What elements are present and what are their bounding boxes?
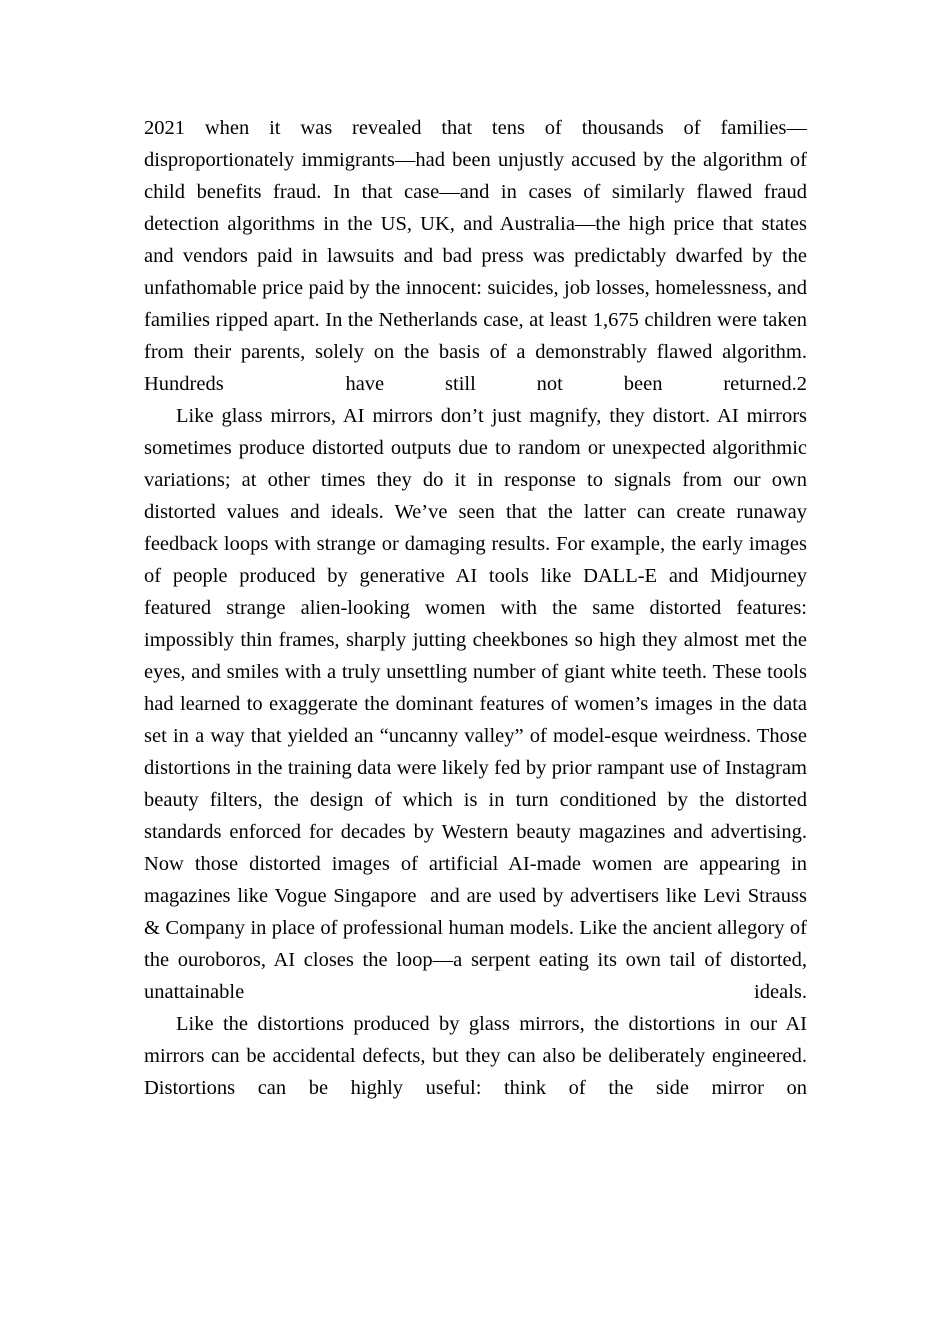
paragraph-2: Like glass mirrors, AI mirrors don’t just magnify, they distort. AI mirrors sometimes produce distorted outputs due to random or unexpected algorithmic variations; at other times they do it in response to signals from our own distorted values and ideals. We’ve seen that the latter can create runaway feedback loops with strange or damaging results. For example, the early images of people produced by generative AI tools like DALL-E and Midjourney featured strange alien-looking women with the same distorted features: impossibly thin frames, sharply jutting cheekbones so high they almost met the eyes, and smiles with a truly unsettling number of giant white teeth. These tools had learned to exaggerate the dominant features of women’s images in the data set in a way that yielded an “uncanny valley” of model-esque weirdness. Those distortions in the training data were likely fed by prior rampant use of Instagram beauty filters, the design of which is in turn conditioned by the distorted standards enforced for decades by Western beauty magazines and advertising. Now those distorted images of artificial AI-made women are appearing in magazines like Vogue Singapore and are used by advertisers like Levi Strauss & Company in place of professional human models. Like the ancient allegory of the ouroboros, AI closes the loop—a serpent eating its own tail of distorted, unattainable ideals. <box>144 405 813 1003</box>
text-column <box>144 112 813 1104</box>
paragraph-3: Like the distortions produced by glass mirrors, the distortions in our AI mirrors can be accidental defects, but they can also be deliberately engineered. Distortions can be highly useful: think of the side mirror on <box>144 1013 813 1099</box>
paragraph-1: 2021 when it was revealed that tens of thousands of families—disproportionately immigrants—had been unjustly accused by the algorithm of child benefits fraud. In that case—and in cases of similarly flawed fraud detection algorithms in the US, UK, and Australia—the high price that states and vendors paid in lawsuits and bad press was predictably dwarfed by the unfathomable price paid by the innocent: suicides, job losses, homelessness, and families ripped apart. In the Netherlands case, at least 1,675 children were taken from their parents, solely on the basis of a demonstrably flawed algorithm. Hundreds have still not been returned.2 <box>144 117 813 395</box>
